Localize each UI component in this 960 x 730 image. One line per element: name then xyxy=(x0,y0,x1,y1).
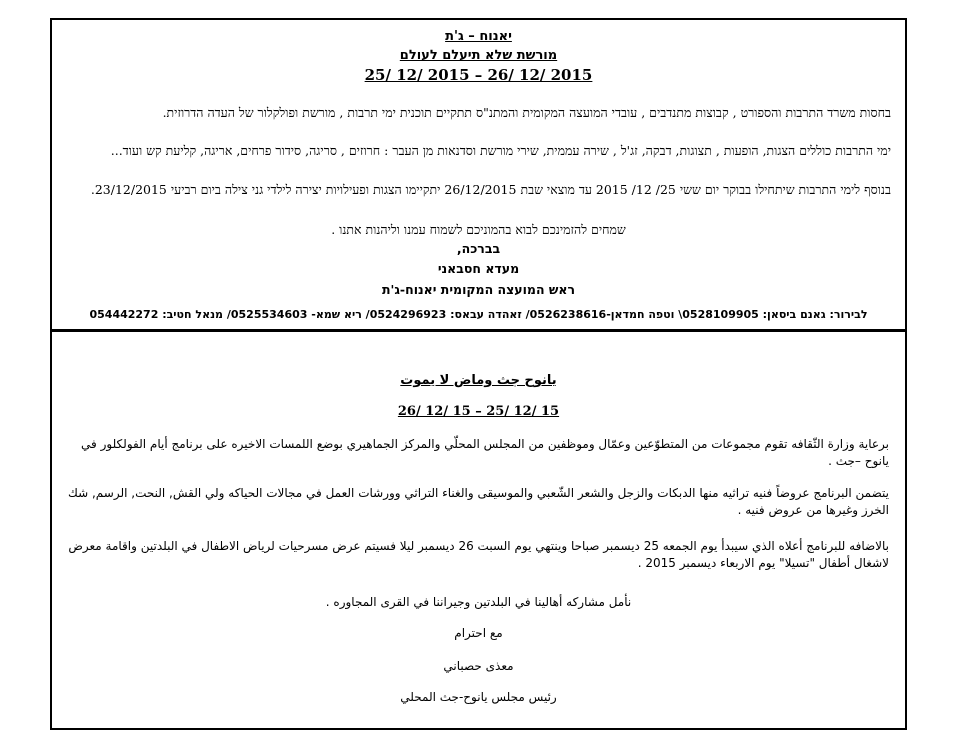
hebrew-subtitle: מורשת שלא תיעלם לעולם xyxy=(399,48,558,63)
hebrew-paragraph-2: ימי התרבות כוללים הצגות, הופעות , תצוגות, דבקה, זג'ל , שירה עממית, שירי מורשת וסדנאות מן העבר : חרוזים , סריגה, סידור פרחים, אריגה, קליעת קש ועוד... xyxy=(110,143,891,158)
arabic-paragraph-4: نأمل مشاركه أهالينا في البلدتين وجيراننا في القرى المجاوره . xyxy=(325,595,632,609)
arabic-signer-role: رئيس مجلس يانوح-جث المحلي xyxy=(400,690,557,704)
hebrew-closing: בברכה, xyxy=(456,241,501,256)
hebrew-signer: מעדא חסבאני xyxy=(437,261,520,276)
hebrew-contacts: לבירור: גאנם ביסאן: 0528109905\ וטפה חמדאן-0526238616/ זאהדה עבאס: 0524296923/ ריא שמא- 0525534603/ מנאל חטיב: 054442272 xyxy=(89,308,868,321)
arabic-paragraph-1: برعاية وزارة الثّقافه تقوم مجموعات من المتطوّعين وعمّال وموظفين من المجلس المحلّي والمركز الجماهيري بوضع اللمسات الاخيره على برنامج أيام الفولكلور في يانوح –جث . xyxy=(81,437,889,468)
arabic-paragraph-3: بالاضافه للبرنامج أعلاه الذي سيبدأ يوم الجمعه 25 ديسمبر صباحا وينتهي يوم السبت 26 ديسمبر ليلا فسيتم عرض مسرحيات لرياض الاطفال في البلدتين واقامة معرض لاشغال أطفال "تسيلا" يوم الاربعاء ديسمبر 2015 . xyxy=(68,539,889,570)
hebrew-title: יאנוח – ג'ת xyxy=(445,29,512,44)
hebrew-paragraph-3: בנוסף לימי התרבות שיתחילו בבוקר יום ששי 25/ 12/ 2015 עד מוצאי שבת 26/12/2015 יתקיימו הצגות ופעילויות יצירה לילדי גני צילה ביום רביעי 23/12/2015. xyxy=(90,182,891,197)
hebrew-paragraph-1: בחסות משרד התרבות והספורט , קבוצות מתנדבים , עובדי המועצה המקומית והמתנ"ס תתקיים תוכנית ימי תרבות , מורשת ופולקלור של העדה הדרוזית. xyxy=(162,105,891,120)
arabic-title: يانوح جث وماض لا يموت xyxy=(400,373,557,388)
arabic-dates: 26/ 12/ 15 – 25/ 12/ 15 xyxy=(397,404,560,419)
hebrew-notice-panel xyxy=(50,18,907,331)
arabic-closing: مع احترام xyxy=(454,626,503,640)
arabic-notice-panel xyxy=(50,330,907,730)
hebrew-paragraph-4: שמחים להזמינכם לבוא בהמוניכם לשמוח עמנו וליהנות אתנו . xyxy=(331,222,626,237)
arabic-paragraph-2: يتضمن البرنامج عروضاً فنيه تراثيه منها الدبكات والزجل والشعر الشّعبي والموسيقى والغناء التراثي وورشات العمل في مجالات الحياكه ولي القش, النحت, الرسم, شك الخرز وغيرها من عروض فنيه . xyxy=(67,486,889,517)
hebrew-signer-role: ראש המועצה המקומית יאנוח-ג'ת xyxy=(381,282,575,297)
hebrew-dates: 25/ 12/ 2015 – 26/ 12/ 2015 xyxy=(364,66,593,84)
arabic-signer: معذى حصباني xyxy=(443,659,514,673)
